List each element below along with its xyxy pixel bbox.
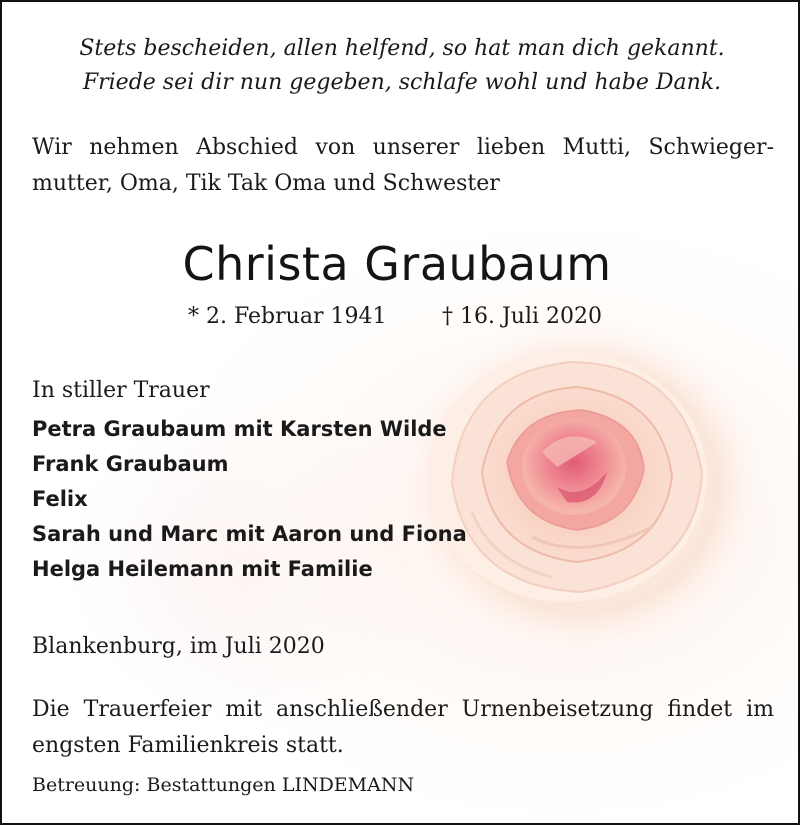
motto bbox=[2, 32, 800, 100]
funeral-home: Betreuung: Bestattungen LINDEMANN bbox=[32, 774, 415, 796]
mourner-name: Petra Graubaum mit Karsten Wilde bbox=[32, 417, 447, 441]
mourner-name: Helga Heilemann mit Familie bbox=[32, 557, 373, 581]
death-date: † 16. Juli 2020 bbox=[442, 304, 603, 329]
mourning-label: In stiller Trauer bbox=[32, 378, 210, 403]
farewell-intro: Wir nehmen Abschied von unserer lieben Mutti, Schwiegermutter, Oma, Tik Tak Oma und Schwester bbox=[32, 135, 774, 196]
mourners-list bbox=[32, 412, 467, 587]
mourner-name: Felix bbox=[32, 487, 88, 511]
mourner-name: Frank Graubaum bbox=[32, 452, 229, 476]
place-date: Blankenburg, im Juli 2020 bbox=[32, 634, 325, 659]
deceased-name: Christa Graubaum bbox=[182, 237, 612, 291]
ceremony-note: Die Trauerfeier mit anschließender Urnenbeisetzung findet im engsten Familienkreis statt. bbox=[32, 697, 774, 758]
mourner-name: Sarah und Marc mit Aaron und Fiona bbox=[32, 522, 467, 546]
motto-line-1: Stets bescheiden, allen helfend, so hat man dich gekannt. bbox=[79, 36, 725, 61]
motto-line-2: Friede sei dir nun gegeben, schlafe wohl und habe Dank. bbox=[82, 70, 722, 95]
birth-date: * 2. Februar 1941 bbox=[188, 304, 387, 329]
